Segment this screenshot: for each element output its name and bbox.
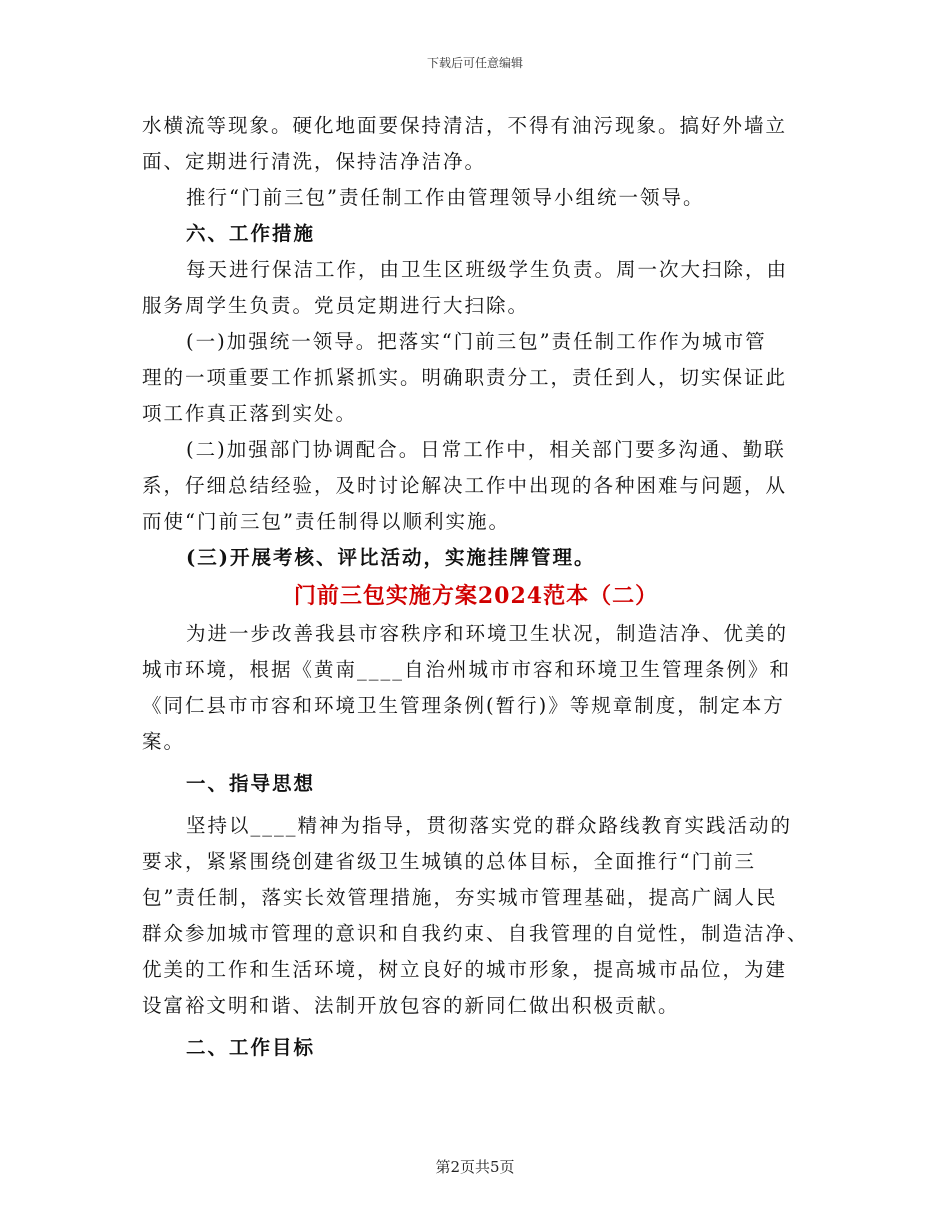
paragraph-line: 水横流等现象。硬化地面要保持清洁，不得有油污现象。搞好外墙立 (142, 114, 788, 137)
section-heading-measures: 六、工作措施 (186, 222, 316, 245)
paragraph-line: (二)加强部门协调配合。日常工作中，相关部门要多沟通、勤联 (186, 438, 786, 461)
subheading-assessment: (三)开展考核、评比活动，实施挂牌管理。 (186, 546, 596, 569)
page-header-note: 下载后可任意编辑 (426, 56, 523, 70)
paragraph-line: 服务周学生负责。党员定期进行大扫除。 (142, 294, 530, 317)
paragraph-line: 项工作真正落到实处。 (142, 402, 358, 425)
page-number: 第2页共5页 (435, 1158, 515, 1176)
paragraph-line: 每天进行保洁工作，由卫生区班级学生负责。周一次大扫除，由 (186, 258, 789, 281)
paragraph-line: 包”责任制，落实长效管理措施，夯实城市管理基础，提高广阔人民 (142, 886, 778, 909)
paragraph-line: 设富裕文明和谐、法制开放包容的新同仁做出积极贡献。 (142, 994, 680, 1017)
paragraph-line: 案。 (142, 730, 186, 753)
paragraph-line: 为进一步改善我县市容秩序和环境卫生状况，制造洁净、优美的 (186, 622, 789, 645)
paragraph-line: 理的一项重要工作抓紧抓实。明确职责分工，责任到人，切实保证此 (142, 366, 788, 389)
paragraph-line: 《同仁县市市容和环境卫生管理条例(暂行)》等规章制度，制定本方 (142, 694, 785, 717)
paragraph-line: 面、定期进行清洗，保持洁净洁净。 (142, 150, 487, 173)
document-title: 门前三包实施方案2024范本（二） (293, 583, 659, 609)
paragraph-line: 推行“门前三包”责任制工作由管理领导小组统一领导。 (186, 186, 705, 209)
paragraph-line: 群众参加城市管理的意识和自我约束、自我管理的自觉性，制造洁净、 (142, 922, 809, 945)
section-heading-goals: 二、工作目标 (186, 1036, 316, 1059)
paragraph-line: 系，仔细总结经验，及时讨论解决工作中出现的各种困难与问题，从 (142, 474, 788, 497)
paragraph-line: 城市环境，根据《黄南____自治州城市市容和环境卫生管理条例》和 (142, 658, 792, 681)
paragraph-line: (一)加强统一领导。把落实“门前三包”责任制工作作为城市管 (186, 330, 767, 353)
paragraph-line: 坚持以____精神为指导，贯彻落实党的群众路线教育实践活动的 (186, 814, 793, 837)
paragraph-line: 而使“门前三包”责任制得以顺利实施。 (142, 510, 510, 533)
document-body (142, 108, 810, 1066)
paragraph-line: 优美的工作和生活环境，树立良好的城市形象，提高城市品位，为建 (142, 958, 788, 981)
paragraph-line: 要求，紧紧围绕创建省级卫生城镇的总体目标，全面推行“门前三 (142, 850, 756, 873)
section-heading-guiding-thought: 一、指导思想 (186, 772, 316, 795)
